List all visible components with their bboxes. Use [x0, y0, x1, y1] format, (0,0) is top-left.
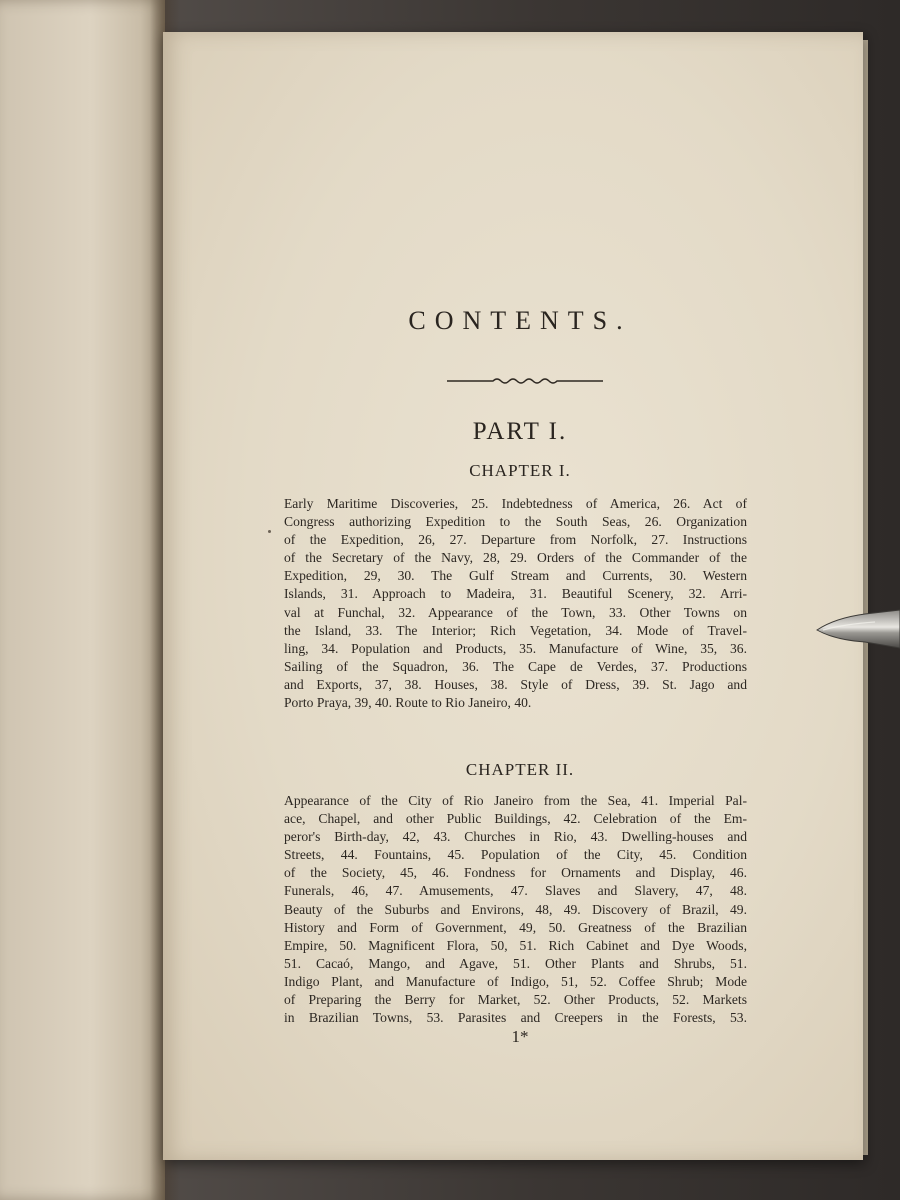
metal-page-clip: [815, 608, 900, 650]
summary-line: Expedition, 29, 30. The Gulf Stream and Currents, 30. Western: [284, 568, 747, 584]
ink-speck: [268, 530, 271, 533]
chapter-summary: [284, 792, 747, 1027]
summary-line: of the Secretary of the Navy, 28, 29. Orders of the Commander of the: [284, 550, 747, 566]
summary-line: the Island, 33. The Interior; Rich Vegetation, 34. Mode of Travel-: [284, 622, 747, 638]
decorative-rule-ornament: [445, 372, 605, 386]
part-heading: PART I.: [472, 418, 568, 445]
summary-line: and Exports, 37, 38. Houses, 38. Style of Dress, 39. St. Jago and: [284, 676, 747, 692]
summary-line: in Brazilian Towns, 53. Parasites and Creepers in the Forests, 53.: [284, 1010, 747, 1026]
summary-line: 51. Cacaó, Mango, and Agave, 51. Other Plants and Shrubs, 51.: [284, 955, 747, 971]
chapter-summary: [284, 495, 747, 712]
summary-line: Porto Praya, 39, 40. Route to Rio Janeiro, 40.: [284, 695, 532, 711]
summary-line: val at Funchal, 32. Appearance of the Town, 33. Other Towns on: [284, 604, 747, 620]
summary-line: Appearance of the City of Rio Janeiro from the Sea, 41. Imperial Pal-: [284, 793, 747, 808]
summary-line: of Preparing the Berry for Market, 52. Other Products, 52. Markets: [284, 992, 747, 1008]
summary-line: of the Society, 45, 46. Fondness for Ornaments and Display, 46.: [284, 865, 747, 881]
chapter-heading: CHAPTER I.: [469, 461, 571, 480]
summary-line: of the Expedition, 26, 27. Departure from Norfolk, 27. Instructions: [284, 532, 747, 548]
left-page: [0, 0, 165, 1200]
page-title: CONTENTS.: [408, 306, 632, 335]
summary-line: Funerals, 46, 47. Amusements, 47. Slaves and Slavery, 47, 48.: [284, 883, 747, 899]
summary-line: Early Maritime Discoveries, 25. Indebtedness of America, 26. Act of: [284, 496, 747, 511]
printer-signature-mark: 1*: [511, 1027, 529, 1046]
summary-line: Empire, 50. Magnificent Flora, 50, 51. Rich Cabinet and Dye Woods,: [284, 937, 747, 953]
chapter-heading: CHAPTER II.: [465, 760, 575, 779]
summary-line: Streets, 44. Fountains, 45. Population of the City, 45. Condition: [284, 847, 747, 863]
summary-line: Islands, 31. Approach to Madeira, 31. Beautiful Scenery, 32. Arri-: [284, 586, 747, 602]
summary-line: Congress authorizing Expedition to the South Seas, 26. Organization: [284, 514, 747, 530]
summary-line: ling, 34. Population and Products, 35. Manufacture of Wine, 35, 36.: [284, 640, 747, 656]
summary-line: peror's Birth-day, 42, 43. Churches in Rio, 43. Dwelling-houses and: [284, 829, 747, 845]
summary-line: Indigo Plant, and Manufacture of Indigo, 51, 52. Coffee Shrub; Mode: [284, 973, 747, 989]
summary-line: History and Form of Government, 49, 50. Greatness of the Brazilian: [284, 919, 747, 935]
summary-line: Beauty of the Suburbs and Environs, 48, 49. Discovery of Brazil, 49.: [284, 901, 747, 917]
summary-line: ace, Chapel, and other Public Buildings, 42. Celebration of the Em-: [284, 811, 747, 827]
summary-line: Sailing of the Squadron, 36. The Cape de Verdes, 37. Productions: [284, 658, 747, 674]
